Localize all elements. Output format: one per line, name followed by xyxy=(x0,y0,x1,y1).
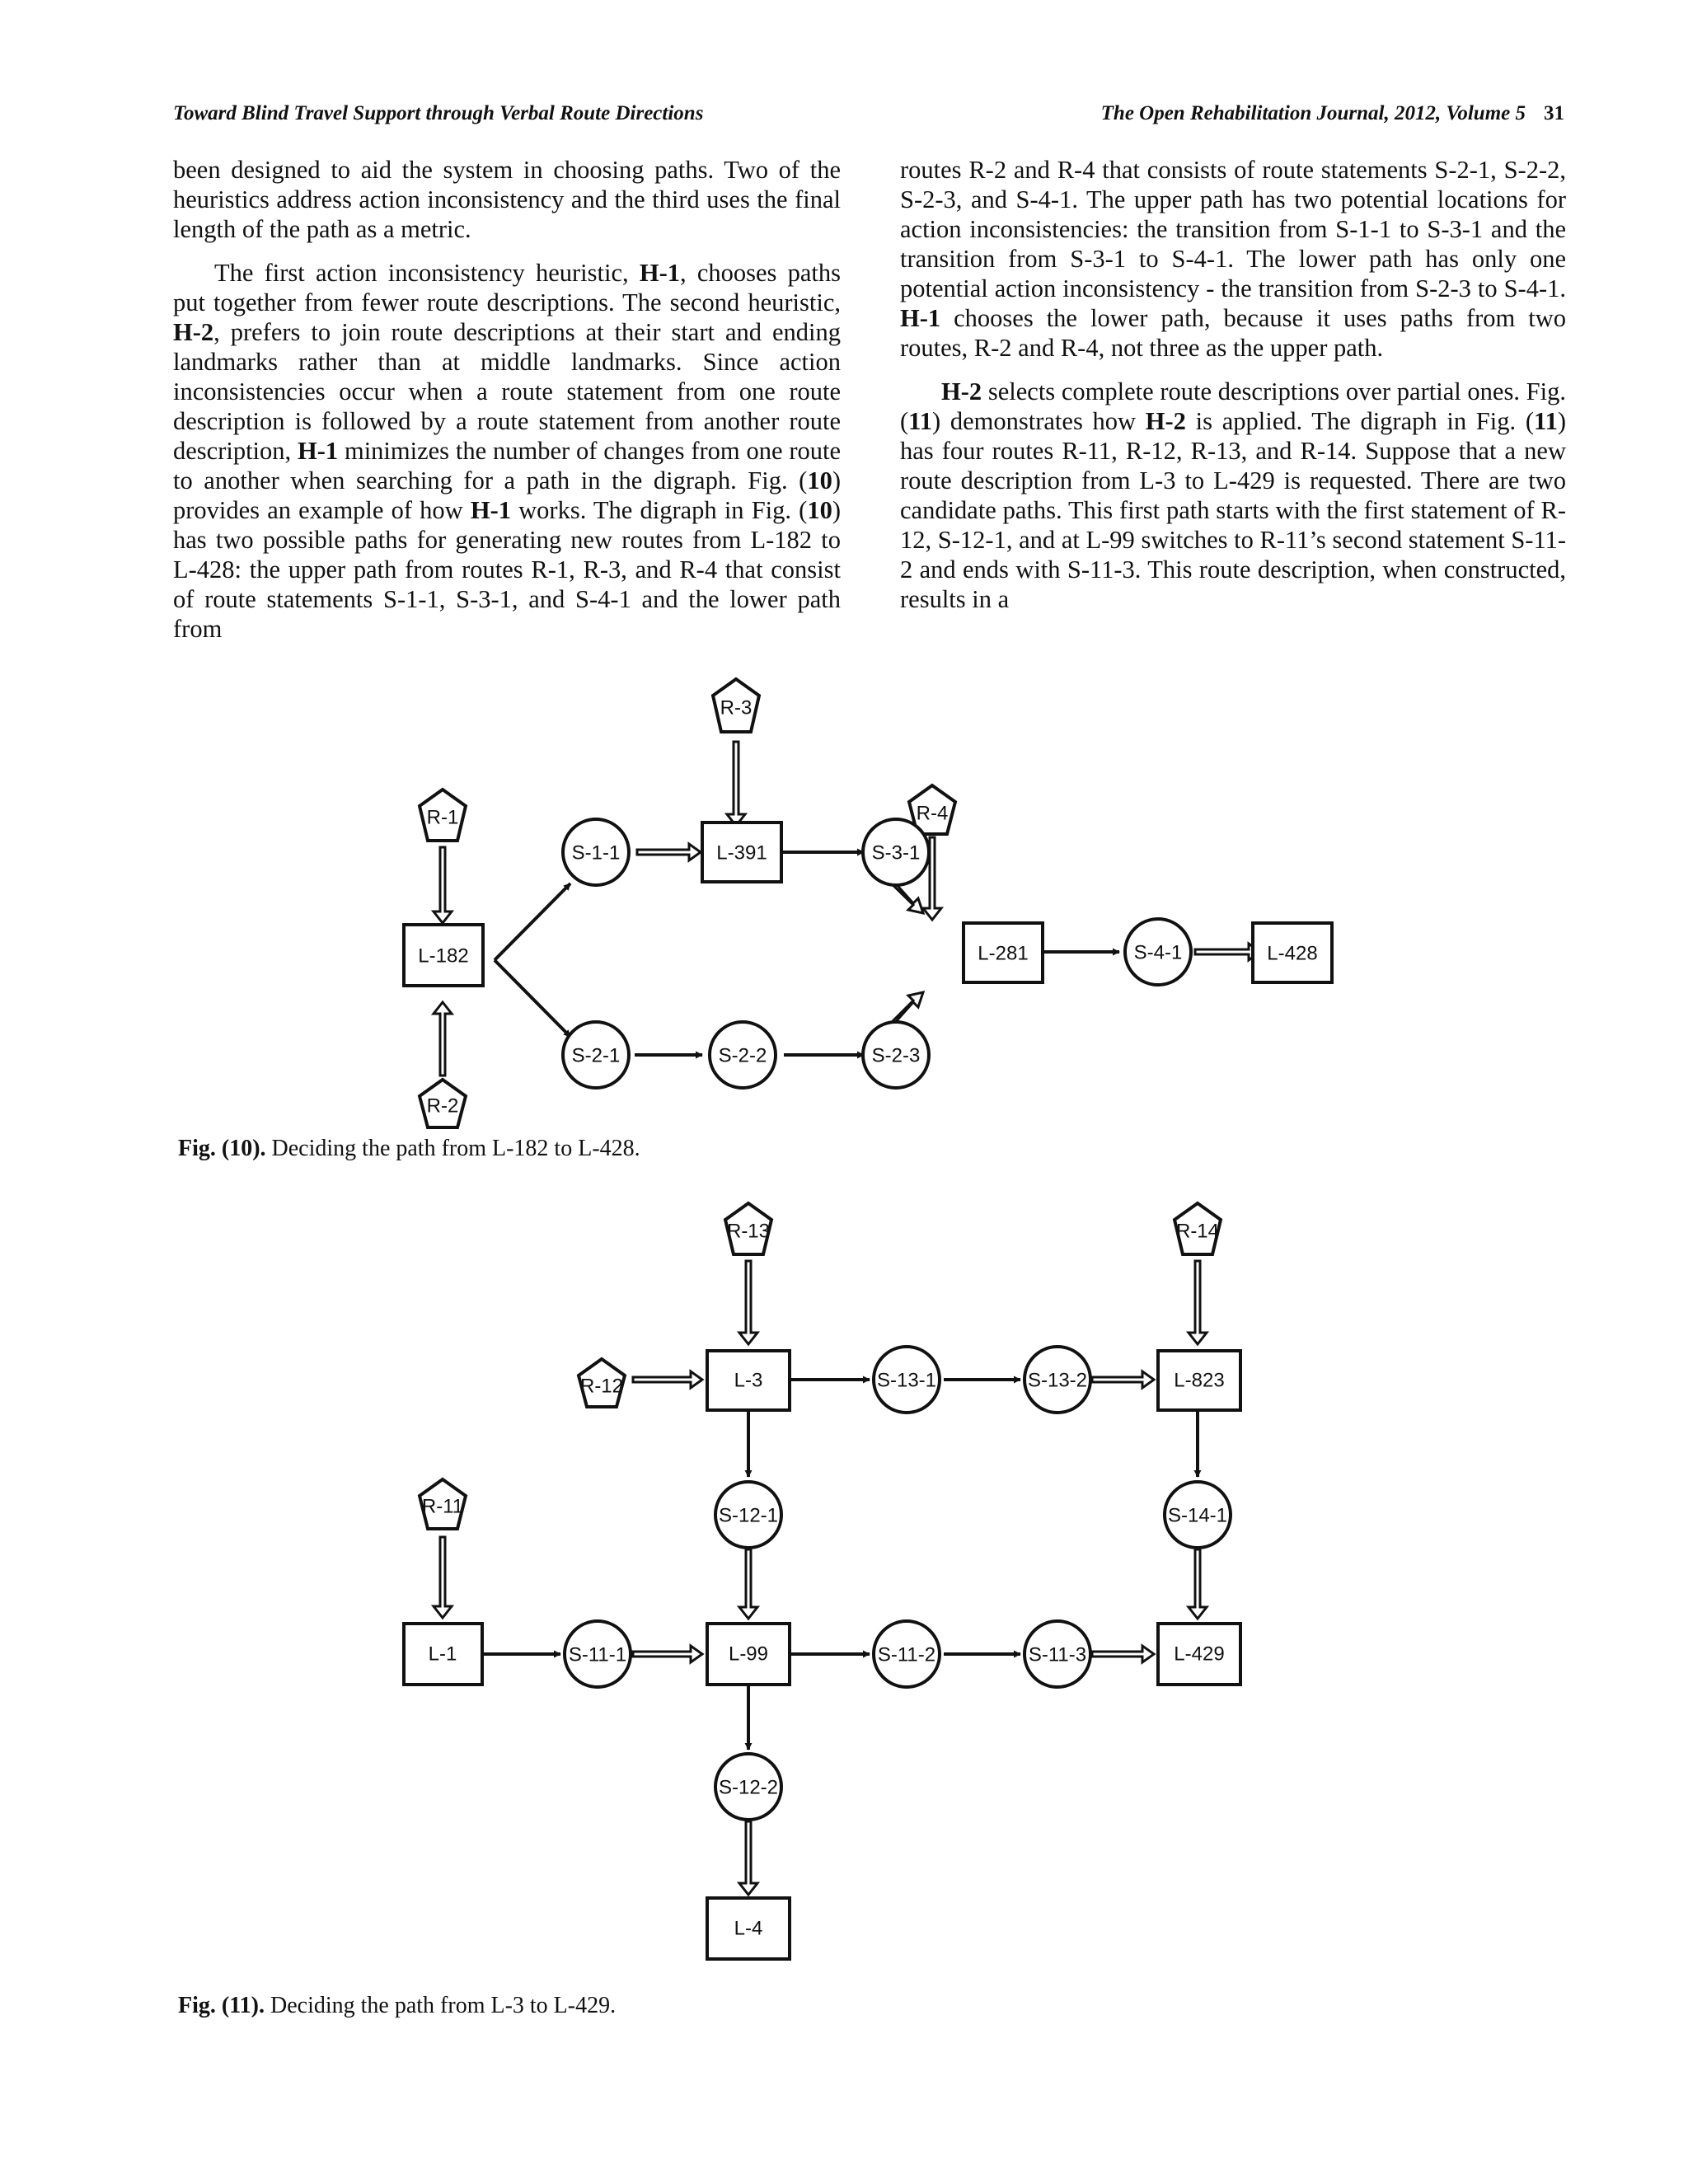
text-run: ) demonstrates how xyxy=(932,407,1146,435)
heuristic-ref: H-1 xyxy=(900,304,941,332)
heuristic-ref: H-2 xyxy=(173,318,214,346)
landmark-label: L-3 xyxy=(734,1369,763,1392)
text-run: routes R-2 and R-4 that consists of route statements S-2-1, S-2-2, S-2-3, and S-4-1. The upper path has two potential locations for action inconsistencies: the transition from S-1-1 to S-3-1 and the transition from S-3-1 to S-4-1. The lower path has only one potential action inconsistency - the transition from S-2-3 to S-4-1. xyxy=(900,156,1566,302)
statement-label: S-2-1 xyxy=(571,1044,621,1067)
text-run: The first action inconsistency heuristic, xyxy=(214,259,640,287)
paragraph: been designed to aid the system in choosing paths. Two of the heuristics address action inconsistency and the third uses the final length of the path as a metric. xyxy=(173,156,841,243)
paragraph xyxy=(900,155,1566,363)
statement-label: S-3-1 xyxy=(871,841,921,865)
landmark-label: L-428 xyxy=(1267,942,1318,965)
landmark-label: L-281 xyxy=(978,942,1029,965)
caption-text: Deciding the path from L-182 to L-428. xyxy=(265,1136,640,1161)
route-label: R-4 xyxy=(916,802,949,825)
paragraph xyxy=(173,258,841,644)
route-edge xyxy=(739,1261,757,1344)
text-run: , prefers to join route descriptions at their start and ending landmarks rather than at middle landmarks. Since action inconsistencies occur when a route statement from one route description is followed by a route statement from another route description, xyxy=(173,318,841,465)
route-edge xyxy=(434,847,452,923)
statement-label: S-12-2 xyxy=(718,1776,779,1799)
text-run: ) has two possible paths for generating new routes from L-182 to L-428: the upper path from routes R-1, R-3, and R-4 that consist of route statements S-1-1, S-3-1, and S-4-1 and the lower path from xyxy=(173,496,841,643)
figure-11-caption xyxy=(178,1993,616,2019)
figure-ref: 10 xyxy=(807,496,832,524)
route-label: R-13 xyxy=(726,1220,771,1243)
caption-text: Deciding the path from L-3 to L-429. xyxy=(265,1993,617,2018)
figure-ref: 11 xyxy=(908,407,932,435)
edge xyxy=(495,960,570,1037)
running-head-journal xyxy=(1101,102,1564,125)
landmark-label: L-429 xyxy=(1174,1643,1225,1666)
figure-ref: 11 xyxy=(1534,407,1558,435)
route-label: R-12 xyxy=(579,1375,624,1398)
paragraph xyxy=(900,377,1566,614)
route-edge xyxy=(1092,1371,1154,1388)
route-label: R-1 xyxy=(426,806,459,829)
landmark-label: L-182 xyxy=(418,944,469,968)
route-edge xyxy=(633,1371,702,1388)
landmark-label: L-4 xyxy=(734,1917,763,1940)
route-label: R-3 xyxy=(720,696,753,719)
statement-label: S-11-2 xyxy=(877,1643,936,1666)
route-edge xyxy=(739,1549,757,1619)
edge xyxy=(495,883,570,960)
route-edge xyxy=(1189,1549,1207,1619)
landmark-label: L-1 xyxy=(428,1643,457,1666)
landmark-label: L-391 xyxy=(716,841,767,865)
heuristic-ref: H-1 xyxy=(298,437,339,465)
route-label: R-11 xyxy=(421,1495,464,1518)
route-edge xyxy=(1195,944,1260,960)
statement-label: S-11-1 xyxy=(568,1643,627,1666)
statement-label: S-13-2 xyxy=(1027,1369,1088,1392)
figure-ref: 10 xyxy=(807,466,832,494)
landmark-label: L-823 xyxy=(1174,1369,1225,1392)
route-label: R-2 xyxy=(426,1094,459,1118)
route-edge xyxy=(434,1002,452,1076)
route-edge xyxy=(739,1821,757,1895)
route-edge xyxy=(637,844,701,860)
heuristic-ref: H-2 xyxy=(941,377,982,405)
text-run: chooses the lower path, because it uses paths from two routes, R-2 and R-4, not three as the upper path. xyxy=(900,304,1566,362)
heuristic-ref: H-1 xyxy=(639,259,680,287)
running-head-title: Toward Blind Travel Support through Verbal Route Directions xyxy=(173,102,704,124)
right-column xyxy=(900,155,1566,628)
text-run: ) has four routes R-11, R-12, R-13, and R-14. Suppose that a new route description from L-3 to L-429 is requested. There are two candidate paths. This first path starts with the first statement of R-12, S-12-1, and at L-99 switches to R-11’s second statement S-11-2 and ends with S-11-3. This route description, when constructed, results in a xyxy=(900,407,1566,613)
heuristic-ref: H-1 xyxy=(470,496,511,524)
figure-10-caption xyxy=(178,1136,640,1162)
statement-label: S-13-1 xyxy=(876,1369,937,1392)
statement-label: S-2-3 xyxy=(871,1044,921,1067)
journal-citation: The Open Rehabilitation Journal, 2012, Volume 5 xyxy=(1100,102,1526,124)
text-run: , chooses paths put together from fewer route descriptions. The second heuristic, xyxy=(173,259,841,316)
page-number: 31 xyxy=(1544,102,1564,124)
text-run: is applied. The digraph in Fig. ( xyxy=(1185,407,1534,435)
statement-label: S-12-1 xyxy=(718,1504,779,1527)
heuristic-ref: H-2 xyxy=(1145,407,1186,435)
landmark-label: L-99 xyxy=(728,1643,769,1666)
statement-label: S-2-2 xyxy=(718,1044,767,1067)
text-run: minimizes the number of changes from one route to another when searching for a path in the digraph. Fig. ( xyxy=(173,437,842,494)
figure-10-digraph xyxy=(396,668,1360,1129)
statement-label: S-11-3 xyxy=(1028,1643,1087,1666)
text-run: ) provides an example of how xyxy=(173,466,841,524)
route-edge xyxy=(434,1537,452,1618)
text-run: selects complete route descriptions over partial ones. Fig. ( xyxy=(900,377,1566,435)
route-edge xyxy=(1189,1261,1207,1344)
route-label: R-14 xyxy=(1175,1220,1220,1243)
caption-label: Fig. (10). xyxy=(178,1136,266,1161)
route-edge xyxy=(633,1646,702,1662)
figure-11-digraph xyxy=(396,1191,1253,1982)
statement-label: S-4-1 xyxy=(1133,941,1183,964)
caption-label: Fig. (11). xyxy=(178,1993,265,2018)
route-edge xyxy=(727,742,745,826)
left-column xyxy=(173,155,841,658)
route-edge xyxy=(1092,1646,1154,1662)
text-run: works. The digraph in Fig. ( xyxy=(510,496,808,524)
statement-label: S-1-1 xyxy=(571,841,621,865)
statement-label: S-14-1 xyxy=(1167,1504,1228,1527)
